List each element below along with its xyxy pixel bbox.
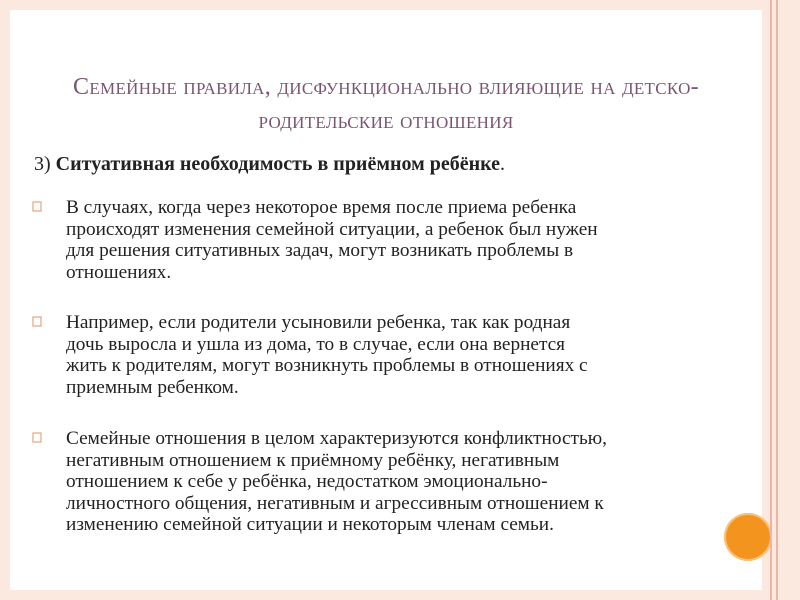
- title-line-1: Семейные правила, дисфункционально влияющие на детско-: [73, 74, 699, 100]
- paragraph-line: приемным ребенком.: [66, 376, 239, 398]
- paragraph-line: для решения ситуативных задач, могут возникать проблемы в: [66, 240, 574, 261]
- paragraph-line: отношением к себе у ребёнка, недостатком эмоционально-: [66, 471, 548, 492]
- subtitle: [34, 151, 505, 177]
- paragraph-line: изменению семейной ситуации и некоторым членам семьи.: [66, 514, 554, 535]
- bullet-icon: [32, 432, 42, 443]
- title-line-2: родительские отношения: [258, 108, 514, 134]
- paragraph-1: [32, 197, 748, 283]
- slide-title: [30, 70, 742, 138]
- orange-circle-decoration: [724, 513, 772, 561]
- paragraph-line: дочь выросла и ушла из дома, то в случае, если она вернется: [66, 333, 566, 355]
- bullet-icon: [32, 316, 42, 327]
- subtitle-prefix: 3): [34, 153, 56, 175]
- subtitle-bold: Ситуативная необходимость в приёмном ребёнке: [55, 153, 501, 175]
- paragraph-3: [32, 428, 748, 536]
- paragraph-line: жить к родителям, могут возникнуть проблемы в отношениях с: [66, 355, 588, 376]
- decorative-border-lines: [766, 0, 800, 600]
- paragraph-line: негативным отношением к приёмному ребёнку, негативным: [66, 449, 560, 471]
- bullet-icon: [32, 201, 42, 212]
- border-line: [776, 0, 778, 600]
- paragraph-line: Например, если родители усыновили ребенка, так как родная: [66, 312, 571, 333]
- slide: [10, 10, 762, 590]
- paragraph-line: отношениях.: [66, 261, 172, 283]
- paragraph-line: происходят изменения семейной ситуации, а ребенок был нужен: [66, 218, 598, 240]
- paragraph-line: В случаях, когда через некоторое время после приема ребенка: [66, 197, 577, 218]
- paragraph-2: [32, 312, 748, 398]
- subtitle-suffix: .: [500, 153, 506, 175]
- border-line: [770, 0, 772, 600]
- paragraph-line: личностного общения, негативным и агрессивным отношением к: [66, 492, 604, 514]
- paragraph-line: Семейные отношения в целом характеризуются конфликтностью,: [66, 428, 607, 449]
